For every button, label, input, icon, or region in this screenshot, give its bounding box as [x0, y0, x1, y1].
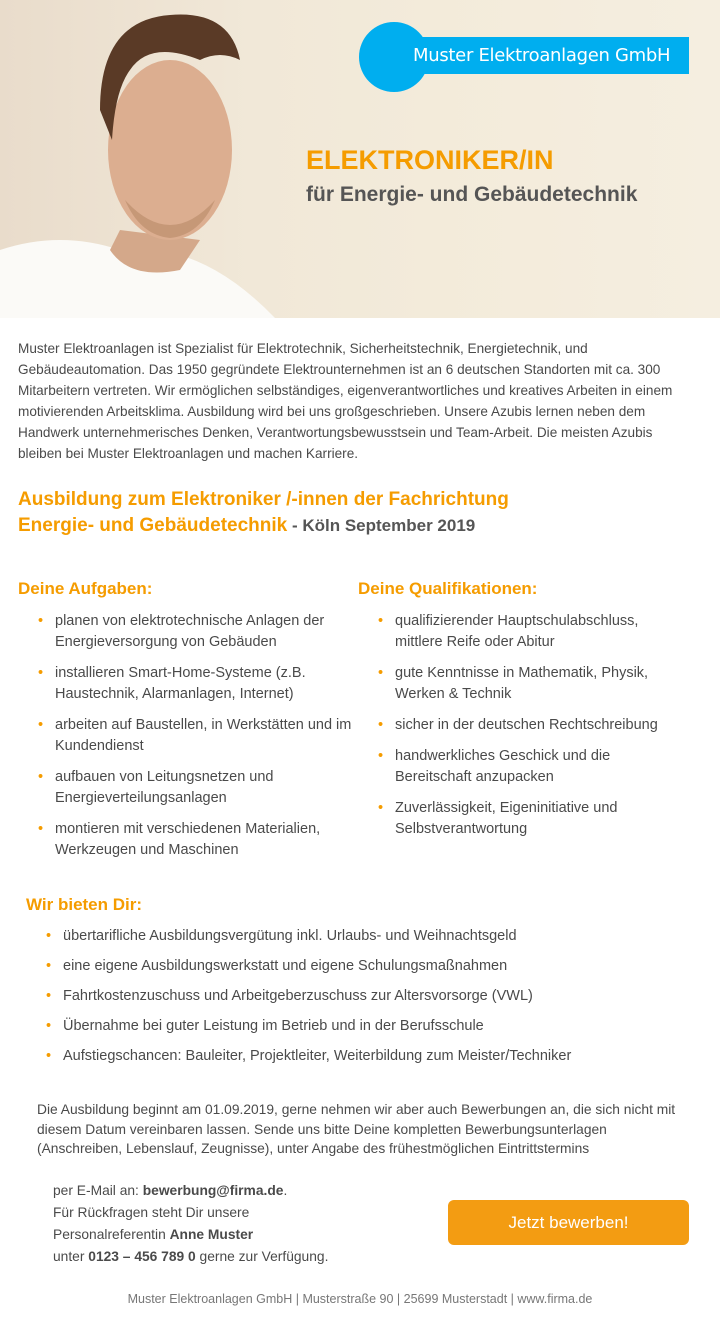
contact-info: per E-Mail an: bewerbung@firma.de. Für Rückfragen steht Dir unsere Personalreferentin Anne Muster unter 0123 – 456 789 0 gerne zur Verfügung.	[53, 1183, 329, 1264]
list-item: • installieren Smart-Home-Systeme (z.B. Haustechnik, Alarmanlagen, Internet)	[38, 663, 353, 705]
tasks-heading: Deine Aufgaben:	[18, 579, 153, 598]
list-item: • eine eigene Ausbildungswerkstatt und eigene Schulungsmaßnahmen	[46, 956, 686, 977]
job-heading-line2: Energie- und Gebäudetechnik	[18, 515, 288, 536]
email-label: per E-Mail an:	[53, 1183, 143, 1198]
qualifications-heading: Deine Qualifikationen:	[358, 579, 538, 598]
list-item: • qualifizierender Hauptschulabschluss, mittlere Reife oder Abitur	[378, 611, 678, 653]
company-intro: Muster Elektroanlagen ist Spezialist für Elektrotechnik, Sicherheitstechnik, Energietechnik, und Gebäudeautomation. Das 1950 gegründete Elektrounternehmen ist an 6 deutschen Standorten mit ca. 300 Mitarbeitern vertreten. Wir ermöglichen selbständiges, eigenverantwortliches und kreatives Arbeiten in einem motivierenden Arbeitsklima. Ausbildung wird bei uns großgeschrieben. Unsere Azubis lernen neben dem Handwerk unternehmerisches Denken, Verantwortungsbewusstsein und Team-Arbeit. Die meisten Azubis bleiben bei Muster Elektroanlagen und machen Karriere.	[18, 341, 673, 461]
list-item: • planen von elektrotechnische Anlagen der Energieversorgung von Gebäuden	[38, 611, 353, 653]
phone-number[interactable]: 0123 – 456 789 0	[88, 1249, 196, 1264]
list-item: • aufbauen von Leitungsnetzen und Energieverteilungsanlagen	[38, 767, 353, 809]
list-item: • Zuverlässigkeit, Eigeninitiative und Selbstverantwortung	[378, 798, 678, 840]
job-heading	[18, 487, 509, 539]
list-item: • Übernahme bei guter Leistung im Betrieb und in der Berufsschule	[46, 1016, 686, 1037]
list-item: • sicher in der deutschen Rechtschreibung	[378, 715, 678, 736]
job-location-date: - Köln September 2019	[287, 516, 476, 535]
phone-label: unter	[53, 1249, 89, 1264]
list-item: • übertarifliche Ausbildungsvergütung inkl. Urlaubs- und Weihnachtsgeld	[46, 926, 686, 947]
man-portrait-image	[0, 0, 300, 318]
job-heading-line1: Ausbildung zum Elektroniker /-innen der Fachrichtung	[18, 489, 509, 510]
offer-heading: Wir bieten Dir:	[26, 895, 143, 914]
contact-role: Personalreferentin	[53, 1227, 170, 1242]
contact-name: Anne Muster	[169, 1227, 254, 1242]
apply-button[interactable]: Jetzt bewerben!	[448, 1200, 689, 1245]
contact-suffix: gerne zur Verfügung.	[195, 1249, 329, 1264]
email-link[interactable]: bewerbung@firma.de	[142, 1183, 284, 1198]
list-item: • gute Kenntnisse in Mathematik, Physik, Werken & Technik	[378, 663, 678, 705]
offer-list	[46, 926, 686, 1076]
qualifications-list	[378, 611, 678, 850]
contact-text: Für Rückfragen steht Dir unsere	[53, 1205, 250, 1220]
company-logo	[359, 22, 689, 92]
hero-banner	[0, 0, 720, 318]
list-item: • handwerkliches Geschick und die Bereitschaft anzupacken	[378, 746, 678, 788]
list-item: • Fahrtkostenzuschuss und Arbeitgeberzuschuss zur Altersvorsorge (VWL)	[46, 986, 686, 1007]
tasks-list	[38, 611, 353, 871]
logo-text: Muster Elektroanlagen GmbH	[389, 37, 689, 74]
job-subtitle: für Energie- und Gebäudetechnik	[306, 183, 638, 206]
list-item: • Aufstiegschancen: Bauleiter, Projektleiter, Weiterbildung zum Meister/Techniker	[46, 1046, 686, 1067]
list-item: • montieren mit verschiedenen Materialien, Werkzeugen und Maschinen	[38, 819, 353, 861]
footer-address: Muster Elektroanlagen GmbH | Musterstraße 90 | 25699 Musterstadt | www.firma.de	[127, 1292, 593, 1306]
job-title: ELEKTRONIKER/IN	[306, 145, 554, 175]
closing-text: Die Ausbildung beginnt am 01.09.2019, gerne nehmen wir aber auch Bewerbungen an, die sich nicht mit diesem Datum vereinbaren lassen. Sende uns bitte Deine kompletten Bewerbungsunterlagen (Anschreiben, Lebenslauf, Zeugnisse), unter Angabe des frühestmöglichen Eintrittstermins	[37, 1102, 676, 1156]
list-item: • arbeiten auf Baustellen, in Werkstätten und im Kundendienst	[38, 715, 353, 757]
